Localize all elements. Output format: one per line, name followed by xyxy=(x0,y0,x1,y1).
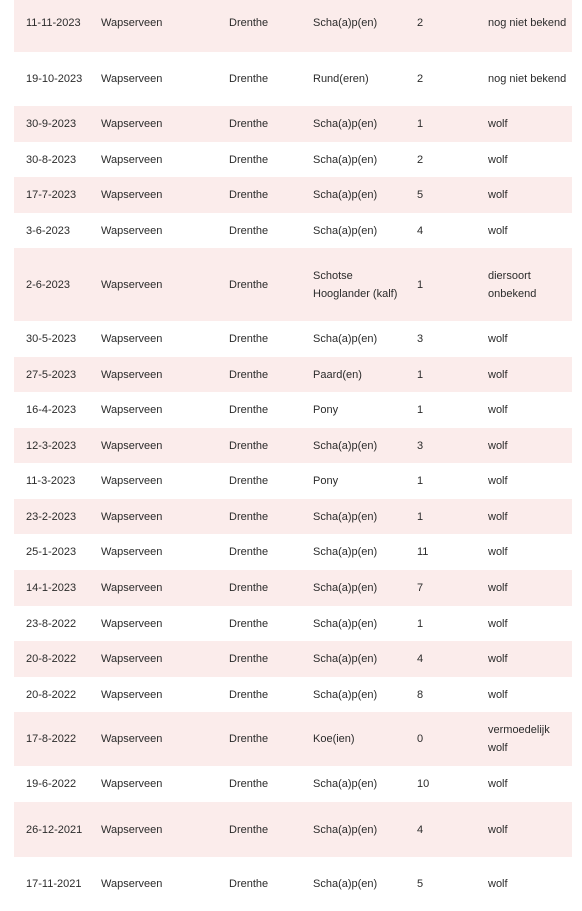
province-cell: Drenthe xyxy=(229,653,269,665)
animal-cell: Scha(a)p(en) xyxy=(313,510,378,523)
place-cell: Wapserveen xyxy=(101,878,163,890)
animal-cell: Pony xyxy=(313,475,339,487)
cause-cell: wolf xyxy=(488,118,508,130)
table-row xyxy=(14,534,572,570)
animal-cell: Scha(a)p(en) xyxy=(313,224,378,237)
animal-cell: Pony xyxy=(313,404,339,416)
count-cell: 1 xyxy=(417,118,424,130)
province-cell: Drenthe xyxy=(229,878,269,890)
cause-cell: wolf xyxy=(488,823,508,836)
count-cell: 5 xyxy=(417,189,424,201)
place-cell: Wapserveen xyxy=(101,368,163,381)
count-cell: 1 xyxy=(417,617,424,630)
date-cell: 26-12-2021 xyxy=(26,823,83,836)
count-cell: 1 xyxy=(417,510,424,523)
count-cell: 4 xyxy=(417,653,424,665)
date-cell: 19-6-2022 xyxy=(26,778,77,790)
date-cell: 25-1-2023 xyxy=(26,546,77,558)
cause-cell: vermoedelijk wolf xyxy=(488,724,550,754)
place-cell: Wapserveen xyxy=(101,510,163,523)
count-cell: 3 xyxy=(417,333,424,345)
province-cell: Drenthe xyxy=(229,439,269,452)
date-cell: 16-4-2023 xyxy=(26,404,77,416)
place-cell: Wapserveen xyxy=(101,653,163,665)
table-row xyxy=(14,766,572,802)
place-cell: Wapserveen xyxy=(101,582,163,594)
date-cell: 17-7-2023 xyxy=(26,189,77,201)
count-cell: 2 xyxy=(417,73,424,85)
province-cell: Drenthe xyxy=(229,153,269,166)
table-row xyxy=(14,428,572,463)
incident-table xyxy=(14,0,572,911)
table-row xyxy=(14,52,572,106)
cause-cell: wolf xyxy=(488,368,508,381)
cause-cell: wolf xyxy=(488,404,508,416)
province-cell: Drenthe xyxy=(229,333,269,345)
province-cell: Drenthe xyxy=(229,189,269,201)
place-cell: Wapserveen xyxy=(101,778,163,790)
place-cell: Wapserveen xyxy=(101,439,163,452)
province-cell: Drenthe xyxy=(229,733,269,745)
province-cell: Drenthe xyxy=(229,475,269,487)
place-cell: Wapserveen xyxy=(101,73,163,85)
cause-cell: wolf xyxy=(488,510,508,523)
animal-cell: Scha(a)p(en) xyxy=(313,617,378,630)
count-cell: 5 xyxy=(417,878,424,890)
table-row xyxy=(14,0,572,52)
place-cell: Wapserveen xyxy=(101,733,163,745)
table-row xyxy=(14,357,572,392)
animal-cell: Schotse Hooglander (kalf) xyxy=(313,269,398,300)
cause-cell: wolf xyxy=(488,617,508,630)
province-cell: Drenthe xyxy=(229,278,269,291)
province-cell: Drenthe xyxy=(229,404,269,416)
date-cell: 14-1-2023 xyxy=(26,582,77,594)
province-cell: Drenthe xyxy=(229,778,269,790)
province-cell: Drenthe xyxy=(229,582,269,594)
province-cell: Drenthe xyxy=(229,368,269,381)
date-cell: 30-8-2023 xyxy=(26,153,77,166)
cause-cell: diersoort onbekend xyxy=(488,269,537,300)
table-row xyxy=(14,802,572,857)
place-cell: Wapserveen xyxy=(101,404,163,416)
cause-cell: wolf xyxy=(488,546,508,558)
province-cell: Drenthe xyxy=(229,510,269,523)
cause-cell: wolf xyxy=(488,582,508,594)
animal-cell: Scha(a)p(en) xyxy=(313,878,378,890)
province-cell: Drenthe xyxy=(229,823,269,836)
count-cell: 11 xyxy=(417,546,429,558)
place-cell: Wapserveen xyxy=(101,475,163,487)
animal-cell: Scha(a)p(en) xyxy=(313,778,378,790)
table-row xyxy=(14,499,572,534)
table-row xyxy=(14,106,572,142)
date-cell: 30-5-2023 xyxy=(26,333,77,345)
place-cell: Wapserveen xyxy=(101,617,163,630)
place-cell: Wapserveen xyxy=(101,16,163,29)
animal-cell: Scha(a)p(en) xyxy=(313,546,378,558)
date-cell: 19-10-2023 xyxy=(26,73,83,85)
count-cell: 1 xyxy=(417,475,424,487)
animal-cell: Scha(a)p(en) xyxy=(313,582,378,594)
place-cell: Wapserveen xyxy=(101,189,163,201)
table-row xyxy=(14,213,572,248)
cause-cell: wolf xyxy=(488,153,508,166)
date-cell: 11-11-2023 xyxy=(26,16,81,29)
place-cell: Wapserveen xyxy=(101,118,163,130)
table-row xyxy=(14,570,572,606)
province-cell: Drenthe xyxy=(229,73,269,85)
place-cell: Wapserveen xyxy=(101,546,163,558)
cause-cell: wolf xyxy=(488,439,508,452)
animal-cell: Scha(a)p(en) xyxy=(313,153,378,166)
date-cell: 27-5-2023 xyxy=(26,368,77,381)
date-cell: 20-8-2022 xyxy=(26,653,77,665)
count-cell: 1 xyxy=(417,368,424,381)
table-row xyxy=(14,712,572,766)
place-cell: Wapserveen xyxy=(101,278,163,291)
table-row xyxy=(14,677,572,712)
place-cell: Wapserveen xyxy=(101,224,163,237)
province-cell: Drenthe xyxy=(229,688,269,701)
count-cell: 4 xyxy=(417,823,424,836)
province-cell: Drenthe xyxy=(229,118,269,130)
table-row xyxy=(14,321,572,357)
count-cell: 8 xyxy=(417,688,424,701)
count-cell: 10 xyxy=(417,778,430,790)
table-row xyxy=(14,248,572,321)
count-cell: 1 xyxy=(417,404,424,416)
cause-cell: nog niet bekend xyxy=(488,16,567,29)
cause-cell: wolf xyxy=(488,475,508,487)
count-cell: 3 xyxy=(417,439,424,452)
date-cell: 12-3-2023 xyxy=(26,439,77,452)
cause-cell: nog niet bekend xyxy=(488,73,567,85)
count-cell: 7 xyxy=(417,582,424,594)
date-cell: 11-3-2023 xyxy=(26,475,76,487)
incident-table-wrapper xyxy=(14,0,572,911)
count-cell: 4 xyxy=(417,224,424,237)
place-cell: Wapserveen xyxy=(101,688,163,701)
animal-cell: Scha(a)p(en) xyxy=(313,439,378,452)
animal-cell: Scha(a)p(en) xyxy=(313,189,378,201)
animal-cell: Koe(ien) xyxy=(313,733,355,745)
count-cell: 2 xyxy=(417,153,424,166)
date-cell: 3-6-2023 xyxy=(26,224,71,237)
animal-cell: Scha(a)p(en) xyxy=(313,16,378,29)
province-cell: Drenthe xyxy=(229,224,269,237)
date-cell: 23-2-2023 xyxy=(26,510,77,523)
date-cell: 20-8-2022 xyxy=(26,688,77,701)
cause-cell: wolf xyxy=(488,653,508,665)
place-cell: Wapserveen xyxy=(101,823,163,836)
cause-cell: wolf xyxy=(488,189,508,201)
date-cell: 17-11-2021 xyxy=(26,878,82,890)
date-cell: 2-6-2023 xyxy=(26,278,71,291)
table-row xyxy=(14,641,572,677)
province-cell: Drenthe xyxy=(229,16,269,29)
table-row xyxy=(14,392,572,428)
animal-cell: Paard(en) xyxy=(313,368,362,381)
animal-cell: Scha(a)p(en) xyxy=(313,688,378,701)
cause-cell: wolf xyxy=(488,333,508,345)
date-cell: 30-9-2023 xyxy=(26,118,77,130)
place-cell: Wapserveen xyxy=(101,333,163,345)
cause-cell: wolf xyxy=(488,778,508,790)
place-cell: Wapserveen xyxy=(101,153,163,166)
table-row xyxy=(14,177,572,213)
incident-table-body xyxy=(14,0,572,911)
province-cell: Drenthe xyxy=(229,617,269,630)
cause-cell: wolf xyxy=(488,224,508,237)
animal-cell: Scha(a)p(en) xyxy=(313,118,378,130)
table-row xyxy=(14,463,572,499)
animal-cell: Scha(a)p(en) xyxy=(313,653,378,665)
count-cell: 2 xyxy=(417,16,424,29)
animal-cell: Scha(a)p(en) xyxy=(313,823,378,836)
cause-cell: wolf xyxy=(488,878,508,890)
animal-cell: Rund(eren) xyxy=(313,73,369,85)
date-cell: 17-8-2022 xyxy=(26,733,77,745)
date-cell: 23-8-2022 xyxy=(26,617,77,630)
table-row xyxy=(14,142,572,177)
animal-cell: Scha(a)p(en) xyxy=(313,333,378,345)
table-row xyxy=(14,606,572,641)
province-cell: Drenthe xyxy=(229,546,269,558)
count-cell: 0 xyxy=(417,733,424,745)
count-cell: 1 xyxy=(417,278,424,291)
cause-cell: wolf xyxy=(488,688,508,701)
